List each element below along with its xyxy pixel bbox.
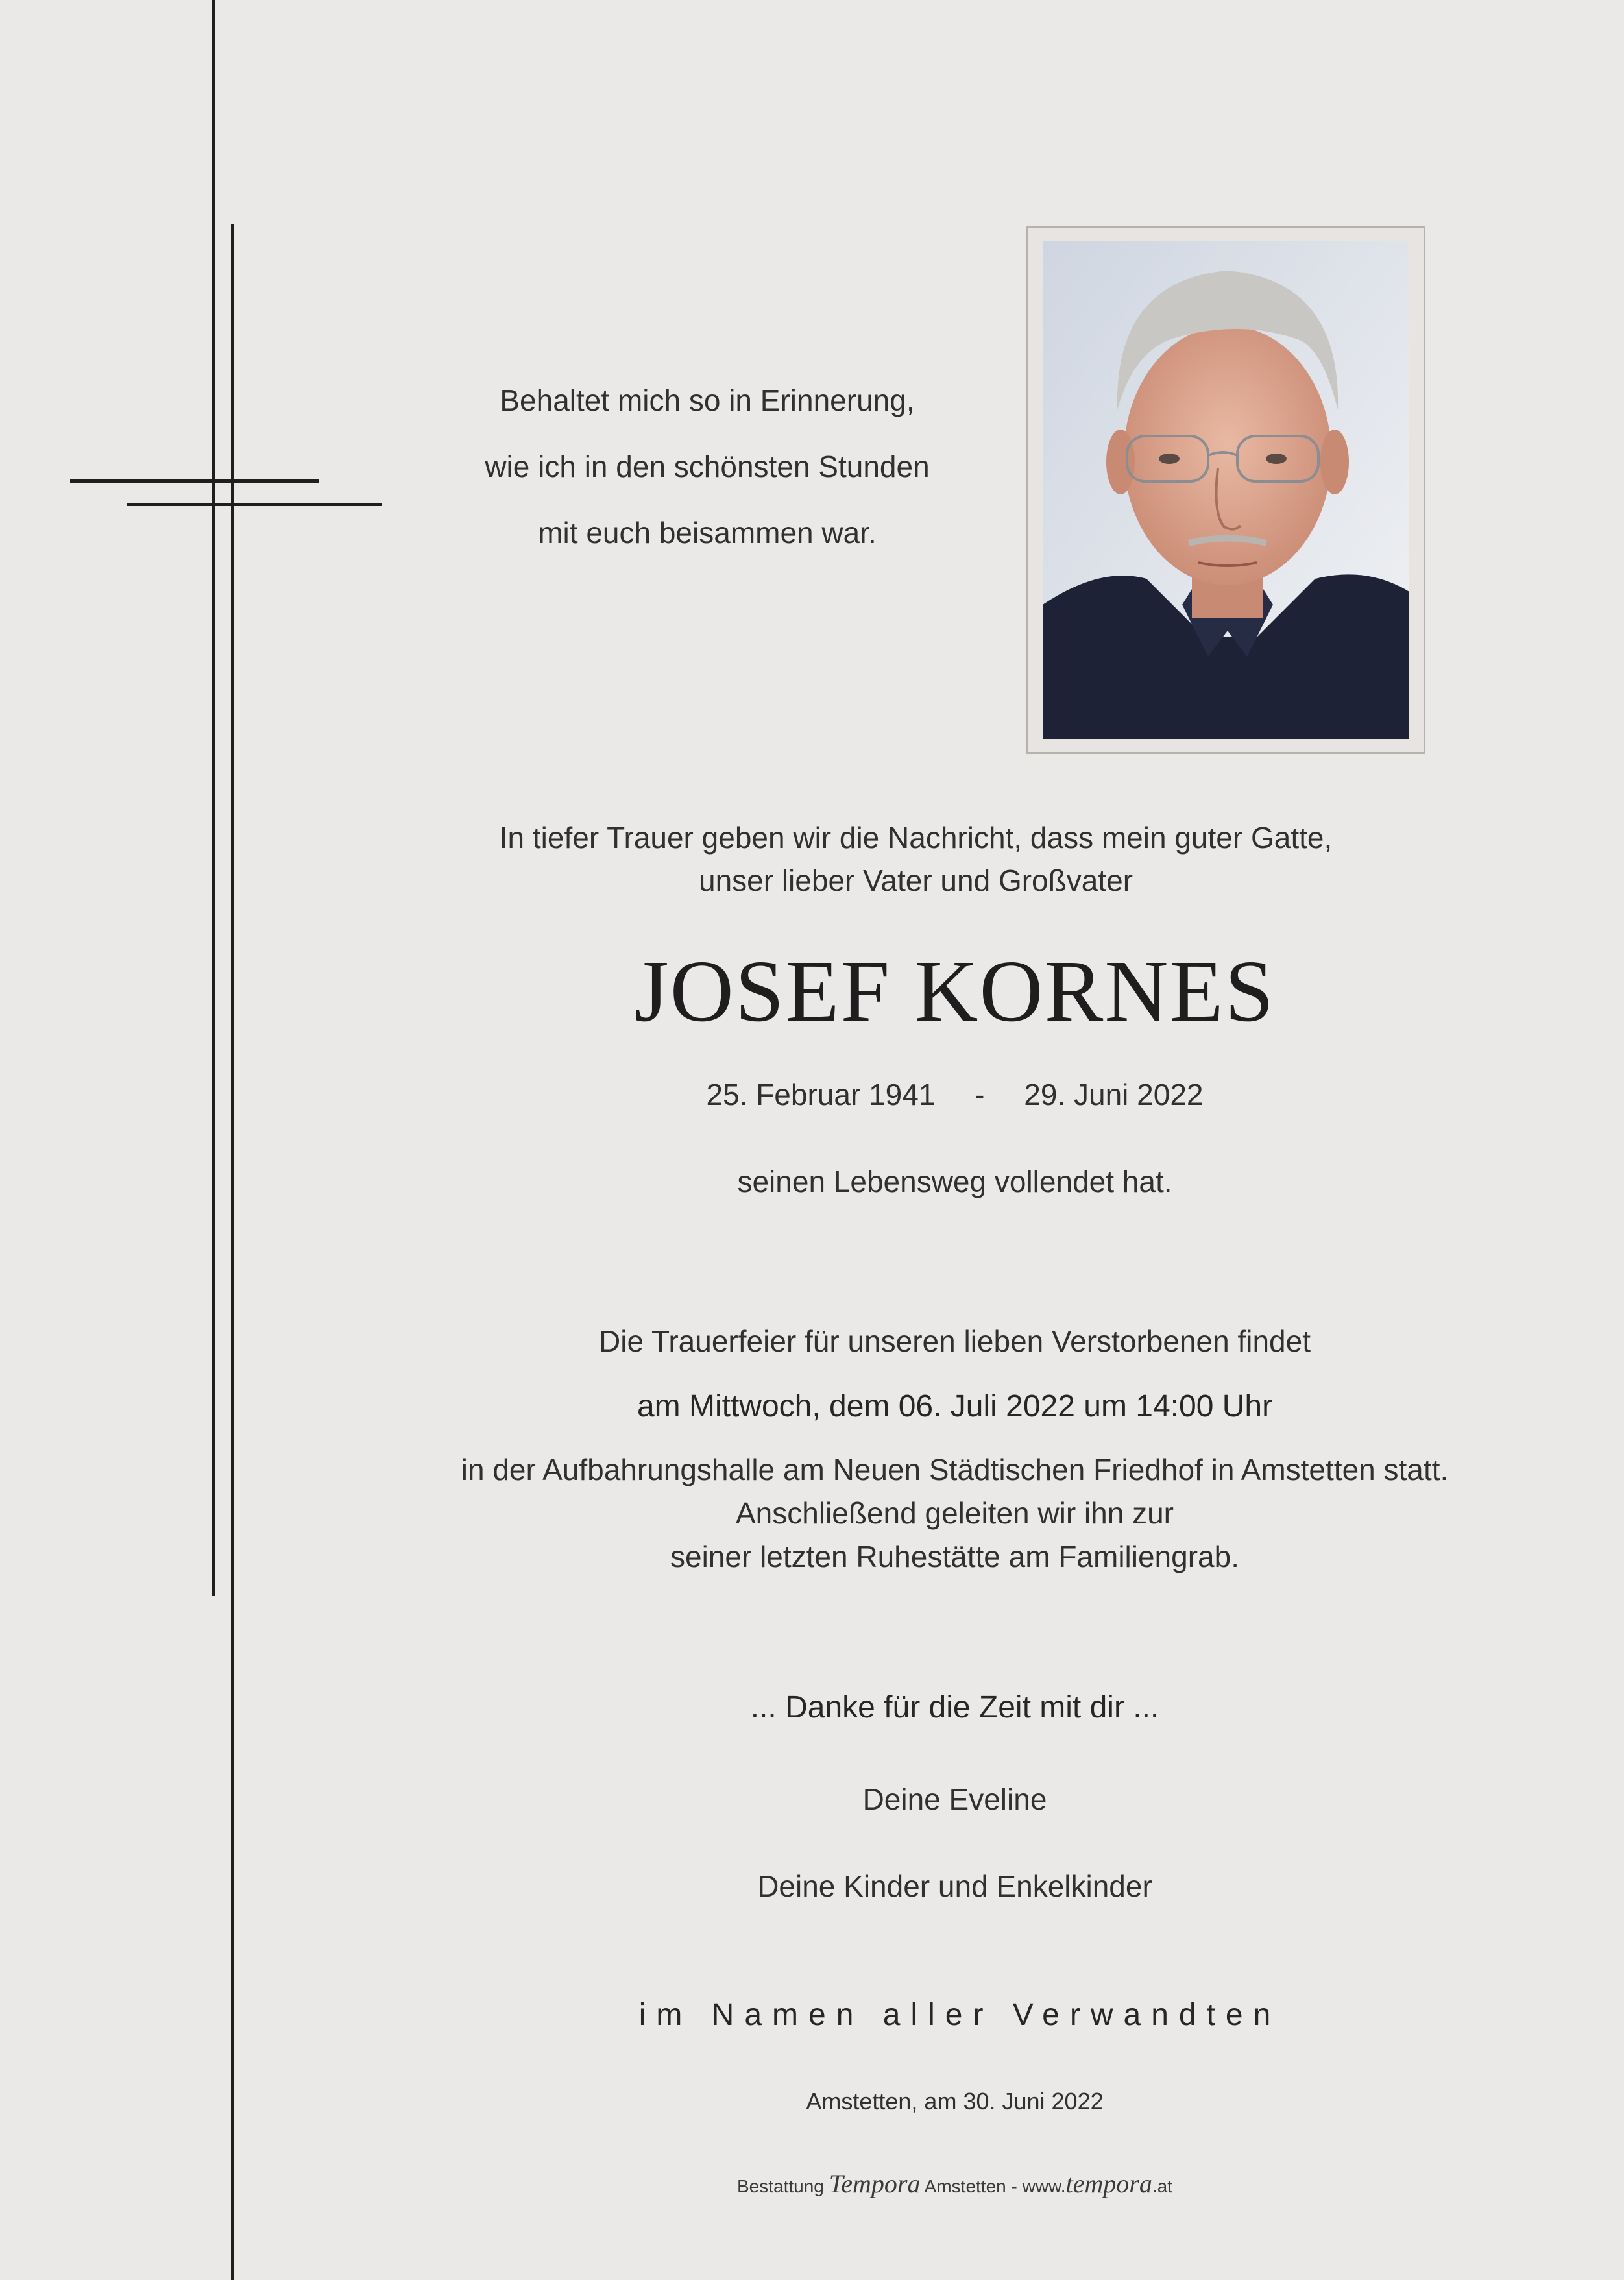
quote-line-1: Behaltet mich so in Erinnerung, <box>500 383 915 417</box>
funeral-procession: Anschließend geleiten wir ihn zur <box>735 1496 1174 1530</box>
footer-suffix: .at <box>1152 2176 1172 2196</box>
quote-line-3: mit euch beisammen war. <box>538 516 877 550</box>
quote-line-2: wie ich in den schönsten Stunden <box>485 450 930 483</box>
birth-date: 25. Februar 1941 <box>706 1078 936 1111</box>
place-and-date: Amstetten, am 30. Juni 2022 <box>806 2088 1104 2115</box>
deceased-name: JOSEF KORNES <box>634 943 1276 1040</box>
thanks-line: ... Danke für die Zeit mit dir ... <box>750 1690 1159 1725</box>
portrait-photo <box>1043 241 1409 739</box>
funeral-home-footer <box>143 2168 1624 2199</box>
portrait-illustration <box>1043 241 1409 739</box>
footer-brand-logo: Tempora <box>829 2169 921 2198</box>
footer-domain-brand: tempora <box>1065 2169 1152 2198</box>
death-date: 29. Juni 2022 <box>1024 1078 1204 1111</box>
funeral-date-time: am Mittwoch, dem 06. Juli 2022 um 14:00 Uhr <box>636 1389 1273 1424</box>
funeral-location: in der Aufbahrungshalle am Neuen Städtischen Friedhof in Amstetten statt. <box>461 1453 1449 1486</box>
mourner-wife: Deine Eveline <box>862 1782 1047 1816</box>
life-dates <box>143 1077 1624 1112</box>
relatives-line: im Namen aller Verwandten <box>638 1998 1281 2032</box>
announcement-line-1: In tiefer Trauer geben wir die Nachricht, dass mein guter Gatte, <box>499 821 1333 855</box>
portrait-frame <box>1026 226 1425 754</box>
cross-horizontal-beam-upper <box>70 479 319 483</box>
funeral-burial: seiner letzten Ruhestätte am Familiengrab. <box>670 1540 1239 1573</box>
cross-vertical-beam <box>231 224 234 2280</box>
passed-text: seinen Lebensweg vollendet hat. <box>737 1165 1172 1198</box>
funeral-intro: Die Trauerfeier für unseren lieben Verstorbenen findet <box>599 1324 1311 1358</box>
mourner-children: Deine Kinder und Enkelkinder <box>757 1869 1152 1903</box>
footer-prefix: Bestattung <box>737 2176 824 2196</box>
memorial-quote <box>415 383 999 581</box>
footer-middle: Amstetten - www. <box>924 2176 1066 2196</box>
announcement-line-2: unser lieber Vater und Großvater <box>698 864 1133 897</box>
date-separator: - <box>975 1078 985 1111</box>
cross-horizontal-beam-lower <box>127 503 382 506</box>
